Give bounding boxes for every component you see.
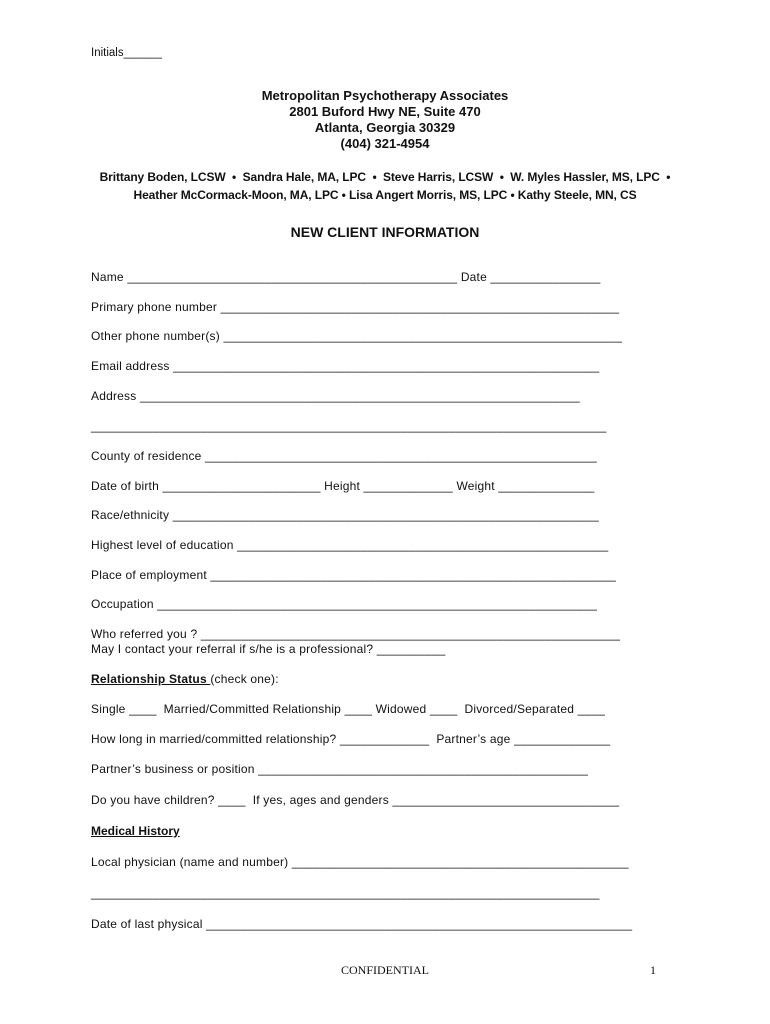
address-field-2[interactable]: ___________________________________________________________________________ bbox=[91, 419, 607, 433]
race-field[interactable]: Race/ethnicity ______________________________________________________________ bbox=[91, 508, 599, 522]
partner-business-field[interactable]: Partner’s business or position ________________________________________________ bbox=[91, 762, 589, 776]
relationship-options[interactable]: Single ____ Married/Committed Relationship ____ Widowed ____ Divorced/Separated ____ bbox=[91, 702, 606, 716]
footer-confidential: CONFIDENTIAL bbox=[341, 963, 429, 977]
education-field[interactable]: Highest level of education ______________________________________________________ bbox=[91, 538, 609, 552]
practice-city: Atlanta, Georgia 30329 bbox=[314, 120, 456, 135]
clinicians-line-2: Heather McCormack-Moon, MA, LPC • Lisa Angert Morris, MS, LPC • Kathy Steele, MN, CS bbox=[133, 188, 637, 202]
address-field[interactable]: Address ________________________________________________________________ bbox=[91, 389, 580, 403]
practice-street: 2801 Buford Hwy NE, Suite 470 bbox=[289, 104, 481, 119]
employment-field[interactable]: Place of employment ___________________________________________________________ bbox=[91, 568, 616, 582]
email-field[interactable]: Email address ______________________________________________________________ bbox=[91, 359, 600, 373]
referred-field[interactable]: Who referred you ? _____________________________________________________________ bbox=[91, 627, 621, 641]
form-title: NEW CLIENT INFORMATION bbox=[290, 224, 480, 240]
initials-line: Initials______ bbox=[91, 47, 162, 59]
practice-name: Metropolitan Psychotherapy Associates bbox=[261, 88, 509, 103]
medical-heading: Medical History bbox=[91, 824, 180, 838]
physician-field-2[interactable]: __________________________________________________________________________ bbox=[91, 886, 600, 900]
contact-referral-field[interactable]: May I contact your referral if s/he is a professional? __________ bbox=[91, 642, 446, 656]
occupation-field[interactable]: Occupation ________________________________________________________________ bbox=[91, 597, 598, 611]
relationship-heading-row bbox=[91, 672, 279, 686]
relationship-duration-field[interactable]: How long in married/committed relationship? _____________ Partner’s age ______________ bbox=[91, 732, 611, 746]
county-field[interactable]: County of residence _________________________________________________________ bbox=[91, 449, 597, 463]
primary-phone-field[interactable]: Primary phone number __________________________________________________________ bbox=[91, 300, 620, 314]
name-date-field[interactable]: Name ________________________________________________ Date ________________ bbox=[91, 270, 601, 284]
page-number: 1 bbox=[650, 963, 656, 977]
physician-field[interactable]: Local physician (name and number) _________________________________________________ bbox=[91, 855, 629, 869]
clinicians-line-1: Brittany Boden, LCSW • Sandra Hale, MA, LPC • Steve Harris, LCSW • W. Myles Hassler, MS, LPC • bbox=[99, 170, 671, 184]
practice-phone: (404) 321-4954 bbox=[340, 136, 430, 151]
other-phone-field[interactable]: Other phone number(s) __________________________________________________________ bbox=[91, 329, 623, 343]
dob-height-weight-field[interactable]: Date of birth _______________________ Height _____________ Weight ______________ bbox=[91, 479, 595, 493]
last-physical-field[interactable]: Date of last physical ______________________________________________________________ bbox=[91, 917, 633, 931]
children-field[interactable]: Do you have children? ____ If yes, ages and genders _________________________________ bbox=[91, 793, 620, 807]
relationship-heading-note: (check one): bbox=[210, 672, 279, 686]
relationship-heading: Relationship Status bbox=[91, 672, 211, 686]
